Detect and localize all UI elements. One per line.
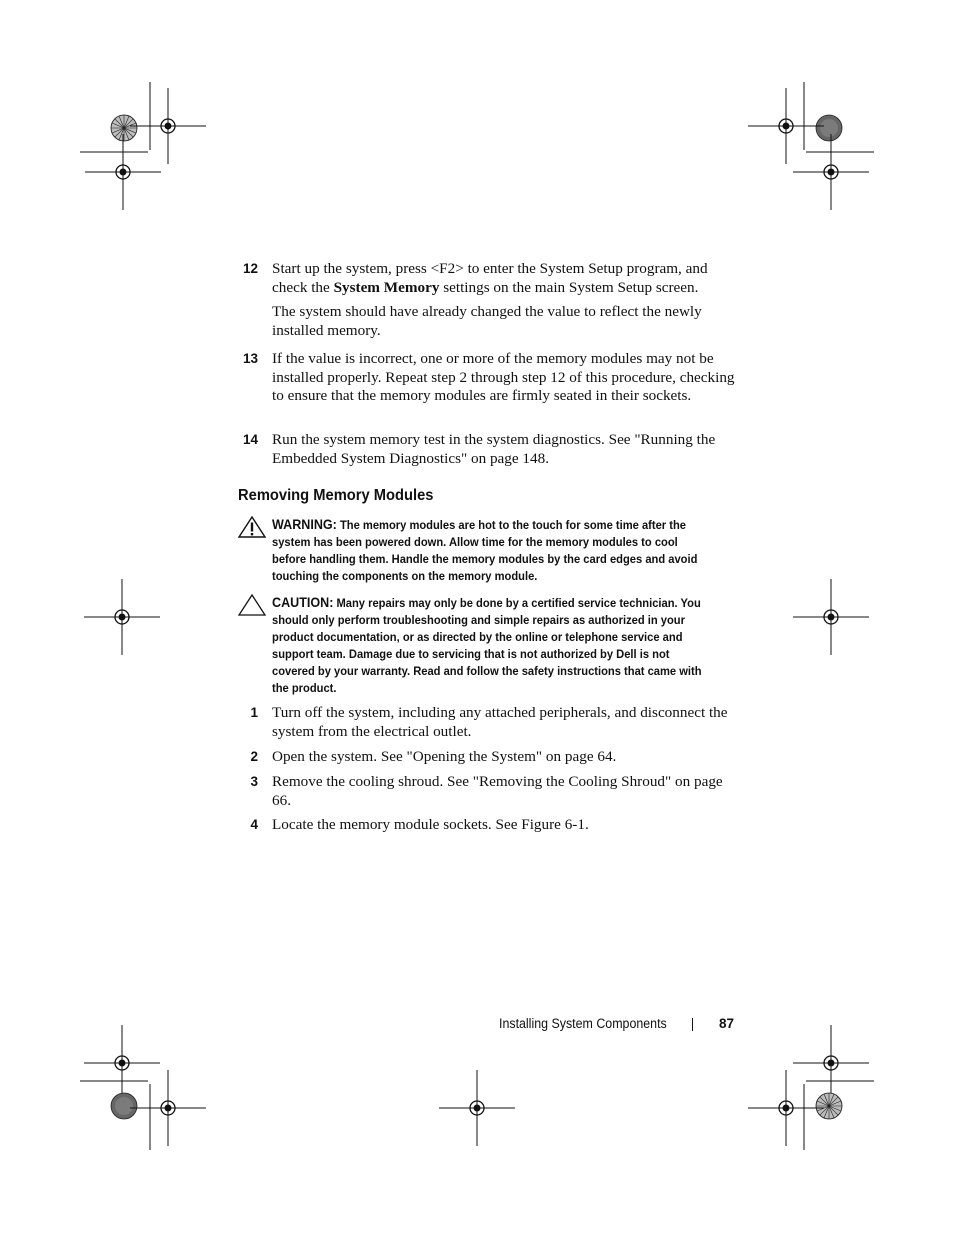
warning-text: The memory modules are hot to the touch for some time after the system has been powered down. Allow time for the memory modules to cool before handling them. Handle the memory modules by the card edges and avoid touching the components on the memory module.	[272, 518, 698, 583]
warning-label: WARNING:	[272, 517, 337, 532]
star-target-icon	[111, 115, 137, 141]
caution-body	[272, 594, 709, 697]
step-number: 12	[242, 261, 258, 276]
gray-target-icon	[816, 115, 842, 141]
warning-triangle-icon	[238, 516, 266, 538]
caution-label: CAUTION:	[272, 595, 334, 610]
step-text-part: settings on the main System Setup screen.	[439, 278, 699, 296]
step-number: 4	[250, 817, 258, 832]
step-text: If the value is incorrect, one or more of the memory modules may not be installed properly. Repeat step 2 through step 12 of this procedure, checking to ensure that the memory modules are firmly seated in their sockets.	[272, 350, 735, 405]
step-number: 2	[250, 749, 258, 764]
registration-mark-icon	[130, 88, 206, 164]
registration-mark-icon	[84, 1025, 160, 1101]
caution-text: Many repairs may only be done by a certified service technician. You should only perform troubleshooting and simple repairs as authorized in your product documentation, or as directed by the online or telephone service and support team. Damage due to servicing that is not authorized by Dell is not covered by your warranty. Read and follow the safety instructions that came with the product.	[272, 596, 702, 695]
footer-divider	[692, 1018, 693, 1031]
step-text: Open the system. See "Opening the System" on page 64.	[272, 748, 617, 765]
star-target-icon	[816, 1093, 842, 1119]
registration-mark-icon	[748, 88, 824, 164]
registration-mark-icon	[793, 579, 869, 655]
step-text: Turn off the system, including any attached peripherals, and disconnect the system from the electrical outlet.	[272, 704, 728, 740]
step-number: 14	[242, 432, 258, 447]
step-text	[272, 260, 742, 297]
registration-mark-icon	[84, 579, 160, 655]
footer-section-name: Installing System Components	[499, 1016, 667, 1031]
gray-target-icon	[111, 1093, 137, 1119]
warning-body	[272, 516, 709, 585]
step-number: 13	[242, 351, 258, 366]
step-12-note: The system should have already changed the value to reflect the newly installed memory.	[272, 303, 702, 339]
step-text: Run the system memory test in the system diagnostics. See "Running the Embedded System Diagnostics" on page 148.	[272, 431, 716, 467]
page-number: 87	[719, 1016, 735, 1031]
step-number: 1	[250, 705, 258, 720]
caution-triangle-icon	[238, 594, 266, 616]
ui-term: System Memory	[333, 278, 440, 296]
registration-mark-icon	[439, 1070, 515, 1146]
step-text: Remove the cooling shroud. See "Removing the Cooling Shroud" on page 66.	[272, 773, 723, 809]
step-text: Locate the memory module sockets. See Figure 6-1.	[272, 816, 589, 833]
step-number: 3	[250, 774, 258, 789]
section-title: Removing Memory Modules	[238, 487, 434, 504]
step-text-part: Start up the system, press <F2> to enter the System Setup program, and check the	[272, 260, 708, 296]
